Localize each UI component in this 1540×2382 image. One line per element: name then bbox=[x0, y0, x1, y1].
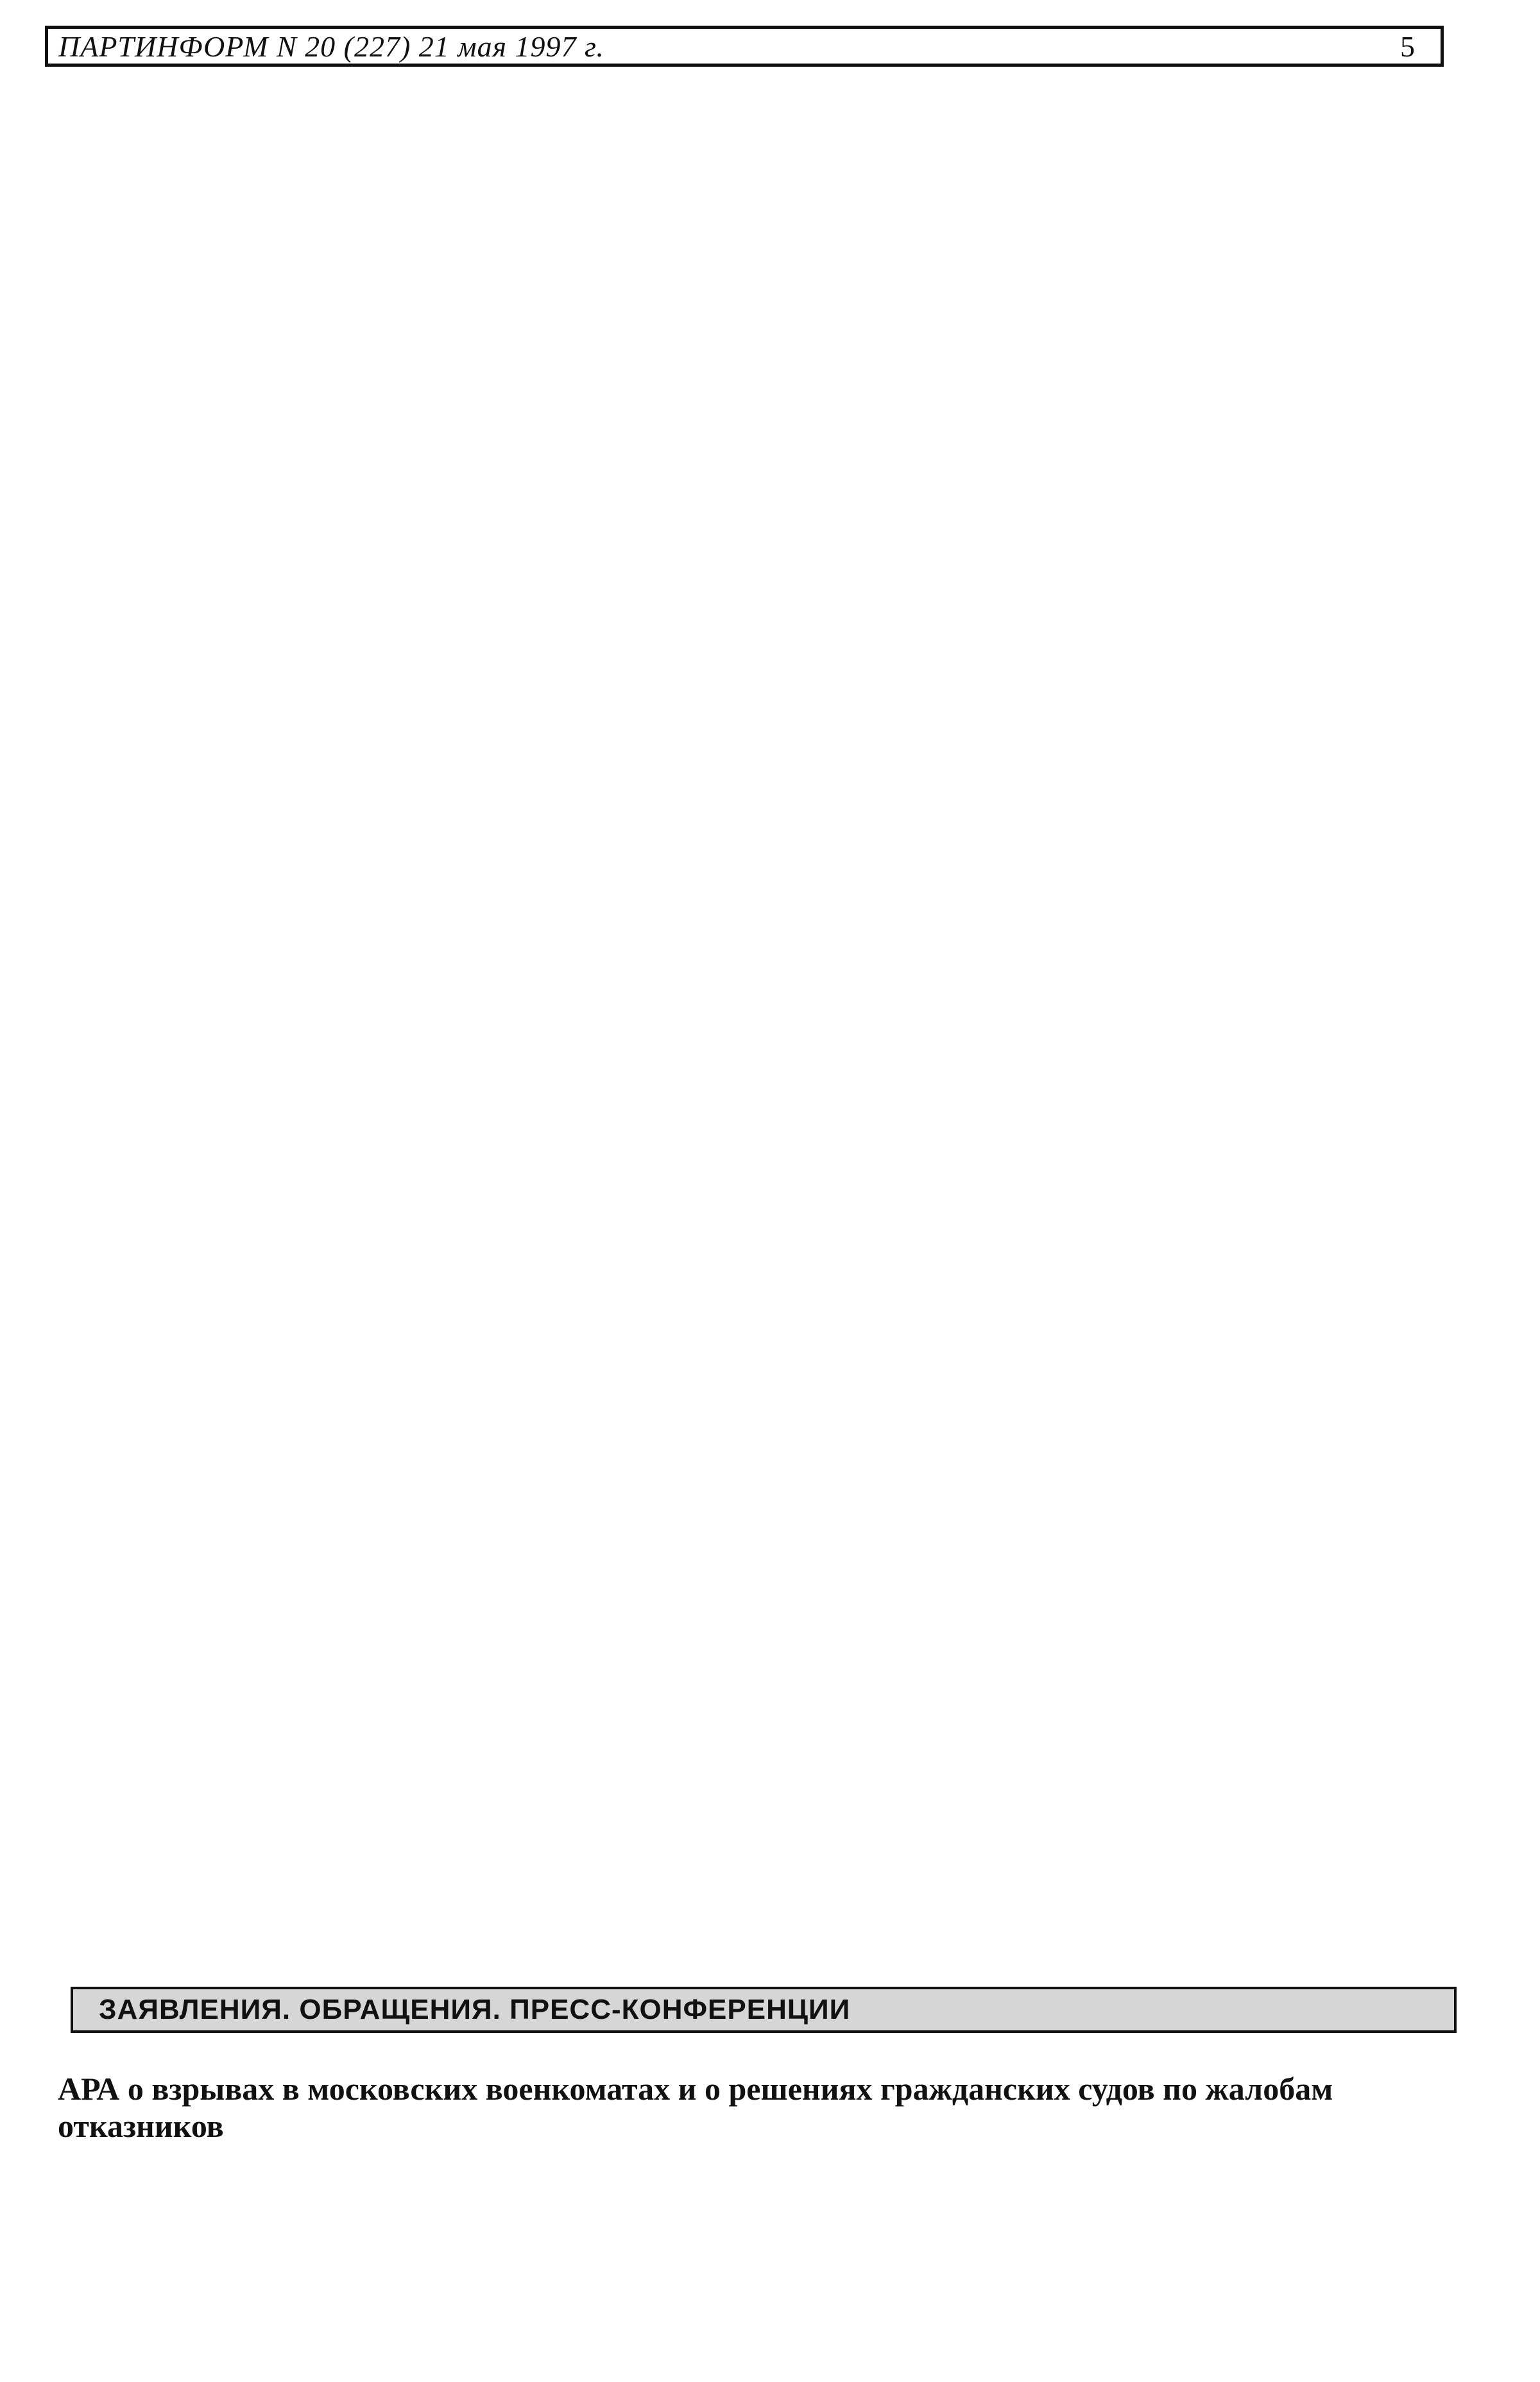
section-banner: ЗАЯВЛЕНИЯ. ОБРАЩЕНИЯ. ПРЕСС-КОНФЕРЕНЦИИ bbox=[71, 1987, 1457, 2033]
page-number: 5 bbox=[1400, 30, 1415, 63]
page-header bbox=[45, 26, 1444, 67]
article-title: АРА о взрывах в московских военкоматах и о решениях гражданских судов по жалобам отказников bbox=[58, 2071, 1333, 2144]
publication-title: ПАРТИНФОРМ N 20 (227) 21 мая 1997 г. bbox=[58, 30, 604, 63]
